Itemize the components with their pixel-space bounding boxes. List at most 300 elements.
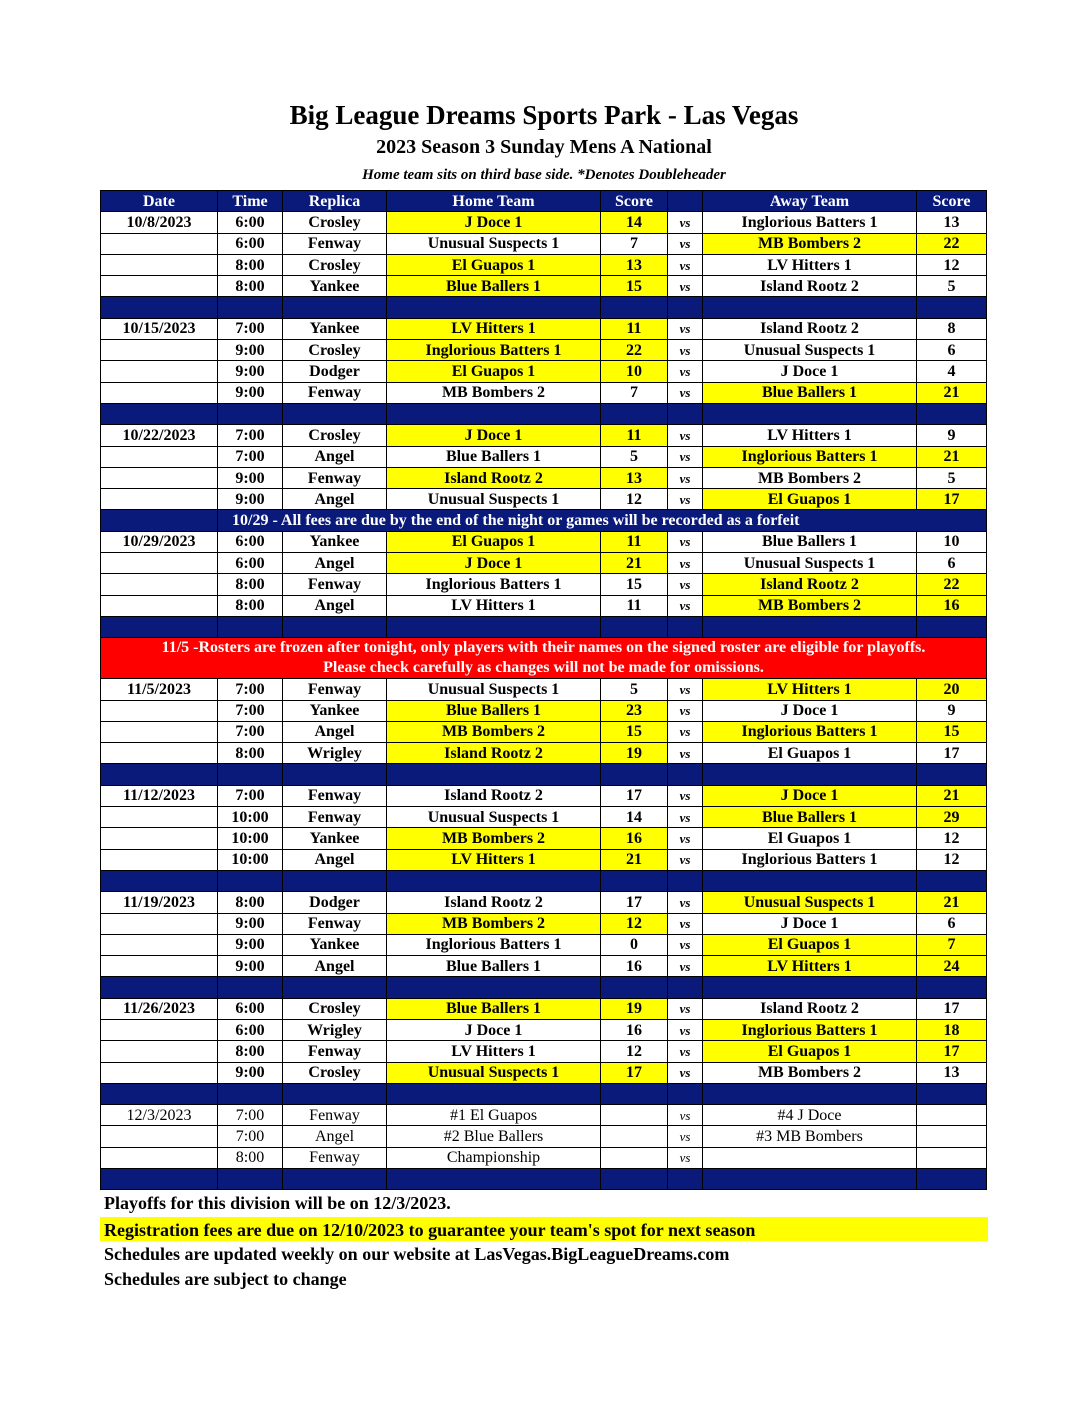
game-field: Angel	[283, 956, 387, 977]
separator-cell	[703, 297, 917, 318]
table-row	[101, 1019, 987, 1040]
game-date	[101, 1126, 218, 1147]
game-time: 6:00	[218, 531, 283, 552]
home-team: Unusual Suspects 1	[387, 1062, 601, 1083]
vs-label: vs	[668, 679, 703, 700]
away-score: 16	[917, 595, 987, 616]
separator-row	[101, 297, 987, 318]
separator-cell	[917, 297, 987, 318]
separator-cell	[101, 764, 218, 785]
game-date	[101, 849, 218, 870]
game-field: Fenway	[283, 807, 387, 828]
game-date: 10/15/2023	[101, 318, 218, 339]
vs-label: vs	[668, 254, 703, 275]
away-team: LV Hitters 1	[703, 425, 917, 446]
home-team: Island Rootz 2	[387, 785, 601, 806]
home-team: Blue Ballers 1	[387, 446, 601, 467]
separator-cell	[283, 870, 387, 891]
home-score: 23	[601, 700, 668, 721]
vs-label: vs	[668, 382, 703, 403]
game-date: 11/26/2023	[101, 998, 218, 1019]
page-subtitle: 2023 Season 3 Sunday Mens A National	[376, 136, 712, 158]
vs-label: vs	[668, 807, 703, 828]
separator-cell	[283, 764, 387, 785]
game-field: Fenway	[283, 233, 387, 254]
game-field: Fenway	[283, 785, 387, 806]
away-team: El Guapos 1	[703, 1041, 917, 1062]
away-team: J Doce 1	[703, 361, 917, 382]
away-team: Unusual Suspects 1	[703, 340, 917, 361]
table-row	[101, 446, 987, 467]
game-time: 8:00	[218, 595, 283, 616]
away-team: #4 J Doce	[703, 1105, 917, 1126]
separator-cell	[601, 977, 668, 998]
vs-label: vs	[668, 276, 703, 297]
away-score: 13	[917, 1062, 987, 1083]
roster-alert-line2: Please check carefully as changes will not be made for omissions.	[323, 659, 764, 677]
separator-cell	[101, 870, 218, 891]
home-team: El Guapos 1	[387, 361, 601, 382]
away-team: MB Bombers 2	[703, 467, 917, 488]
game-field: Dodger	[283, 361, 387, 382]
separator-row	[101, 870, 987, 891]
game-time: 7:00	[218, 1105, 283, 1126]
game-field: Crosley	[283, 1062, 387, 1083]
game-date	[101, 467, 218, 488]
home-team: MB Bombers 2	[387, 382, 601, 403]
game-date	[101, 956, 218, 977]
home-team: Blue Ballers 1	[387, 998, 601, 1019]
game-field: Yankee	[283, 318, 387, 339]
away-score: 21	[917, 785, 987, 806]
vs-label: vs	[668, 1019, 703, 1040]
separator-cell	[703, 1169, 917, 1190]
col-header-vs	[668, 191, 703, 212]
away-team: Island Rootz 2	[703, 574, 917, 595]
away-team: Inglorious Batters 1	[703, 212, 917, 233]
game-field: Angel	[283, 489, 387, 510]
home-score: 5	[601, 446, 668, 467]
home-score: 14	[601, 212, 668, 233]
separator-cell	[387, 764, 601, 785]
separator-cell	[283, 977, 387, 998]
game-date	[101, 361, 218, 382]
game-date	[101, 934, 218, 955]
game-time: 9:00	[218, 467, 283, 488]
away-team: Blue Ballers 1	[703, 382, 917, 403]
table-row	[101, 574, 987, 595]
vs-label: vs	[668, 849, 703, 870]
away-score: 17	[917, 1041, 987, 1062]
game-date	[101, 574, 218, 595]
fee-notice-row	[101, 510, 987, 531]
separator-cell	[218, 977, 283, 998]
separator-row	[101, 403, 987, 424]
vs-label: vs	[668, 1126, 703, 1147]
game-time: 9:00	[218, 1062, 283, 1083]
home-score: 7	[601, 233, 668, 254]
home-team: J Doce 1	[387, 1019, 601, 1040]
table-row	[101, 1041, 987, 1062]
game-time: 7:00	[218, 318, 283, 339]
table-row	[101, 531, 987, 552]
game-field: Crosley	[283, 254, 387, 275]
vs-label: vs	[668, 1041, 703, 1062]
game-time: 6:00	[218, 998, 283, 1019]
game-time: 6:00	[218, 233, 283, 254]
table-row	[101, 934, 987, 955]
vs-label: vs	[668, 1105, 703, 1126]
vs-label: vs	[668, 700, 703, 721]
home-score: 16	[601, 956, 668, 977]
separator-cell	[668, 297, 703, 318]
separator-cell	[601, 297, 668, 318]
away-score: 22	[917, 233, 987, 254]
game-date	[101, 828, 218, 849]
table-row	[101, 595, 987, 616]
game-time: 8:00	[218, 574, 283, 595]
table-row	[101, 425, 987, 446]
separator-cell	[668, 1169, 703, 1190]
game-time: 10:00	[218, 828, 283, 849]
home-score: 11	[601, 531, 668, 552]
game-time: 8:00	[218, 892, 283, 913]
home-team: LV Hitters 1	[387, 1041, 601, 1062]
game-field: Wrigley	[283, 1019, 387, 1040]
game-date: 10/8/2023	[101, 212, 218, 233]
home-team: Unusual Suspects 1	[387, 807, 601, 828]
game-field: Fenway	[283, 679, 387, 700]
game-date	[101, 553, 218, 574]
home-score: 17	[601, 1062, 668, 1083]
vs-label: vs	[668, 361, 703, 382]
vs-label: vs	[668, 574, 703, 595]
vs-label: vs	[668, 446, 703, 467]
away-team: MB Bombers 2	[703, 595, 917, 616]
home-score: 11	[601, 595, 668, 616]
away-team: LV Hitters 1	[703, 254, 917, 275]
table-row	[101, 913, 987, 934]
vs-label: vs	[668, 934, 703, 955]
separator-cell	[218, 297, 283, 318]
game-field: Yankee	[283, 531, 387, 552]
away-score: 9	[917, 425, 987, 446]
home-score: 17	[601, 785, 668, 806]
separator-cell	[283, 1169, 387, 1190]
away-score: 17	[917, 998, 987, 1019]
away-team: Blue Ballers 1	[703, 807, 917, 828]
home-team: Blue Ballers 1	[387, 956, 601, 977]
separator-cell	[917, 616, 987, 637]
home-team: LV Hitters 1	[387, 849, 601, 870]
table-row	[101, 700, 987, 721]
separator-cell	[601, 616, 668, 637]
home-score: 15	[601, 721, 668, 742]
game-field: Fenway	[283, 913, 387, 934]
home-team: J Doce 1	[387, 212, 601, 233]
separator-cell	[703, 403, 917, 424]
separator-cell	[218, 1083, 283, 1104]
separator-cell	[668, 764, 703, 785]
game-time: 7:00	[218, 446, 283, 467]
separator-cell	[387, 297, 601, 318]
away-score: 22	[917, 574, 987, 595]
vs-label: vs	[668, 828, 703, 849]
game-date	[101, 233, 218, 254]
away-team: Unusual Suspects 1	[703, 553, 917, 574]
vs-label: vs	[668, 318, 703, 339]
game-time: 7:00	[218, 785, 283, 806]
game-date	[101, 1019, 218, 1040]
away-team: J Doce 1	[703, 913, 917, 934]
separator-cell	[283, 297, 387, 318]
separator-cell	[703, 1083, 917, 1104]
col-header-home-score: Score	[601, 191, 668, 212]
home-score: 12	[601, 913, 668, 934]
away-team: El Guapos 1	[703, 934, 917, 955]
separator-cell	[218, 764, 283, 785]
vs-label: vs	[668, 1062, 703, 1083]
home-score	[601, 1105, 668, 1126]
home-team: MB Bombers 2	[387, 913, 601, 934]
game-time: 9:00	[218, 489, 283, 510]
away-team: El Guapos 1	[703, 828, 917, 849]
away-score: 12	[917, 254, 987, 275]
game-time: 9:00	[218, 934, 283, 955]
separator-cell	[668, 1083, 703, 1104]
home-score: 12	[601, 1041, 668, 1062]
vs-label: vs	[668, 425, 703, 446]
separator-cell	[668, 870, 703, 891]
away-team: LV Hitters 1	[703, 679, 917, 700]
game-time: 7:00	[218, 679, 283, 700]
home-team: Blue Ballers 1	[387, 276, 601, 297]
game-time: 9:00	[218, 382, 283, 403]
separator-cell	[101, 297, 218, 318]
game-date	[101, 743, 218, 764]
table-row	[101, 276, 987, 297]
away-team: Blue Ballers 1	[703, 531, 917, 552]
separator-cell	[387, 977, 601, 998]
away-score: 29	[917, 807, 987, 828]
vs-label: vs	[668, 340, 703, 361]
home-team: Inglorious Batters 1	[387, 574, 601, 595]
game-time: 9:00	[218, 956, 283, 977]
away-score: 13	[917, 212, 987, 233]
home-team: El Guapos 1	[387, 531, 601, 552]
separator-cell	[703, 616, 917, 637]
away-team: El Guapos 1	[703, 743, 917, 764]
game-field: Angel	[283, 446, 387, 467]
table-row	[101, 1105, 987, 1126]
away-score: 7	[917, 934, 987, 955]
schedule-table	[100, 190, 987, 1190]
home-team: Blue Ballers 1	[387, 700, 601, 721]
game-date	[101, 254, 218, 275]
away-score: 24	[917, 956, 987, 977]
separator-cell	[668, 977, 703, 998]
table-row	[101, 233, 987, 254]
game-field: Yankee	[283, 276, 387, 297]
roster-alert-row	[101, 638, 987, 679]
game-date	[101, 595, 218, 616]
away-team: Inglorious Batters 1	[703, 446, 917, 467]
vs-label: vs	[668, 233, 703, 254]
game-time: 8:00	[218, 276, 283, 297]
away-team	[703, 1147, 917, 1168]
change-note: Schedules are subject to change	[104, 1269, 347, 1289]
game-date: 11/12/2023	[101, 785, 218, 806]
home-team: LV Hitters 1	[387, 595, 601, 616]
col-header-date: Date	[101, 191, 218, 212]
game-time: 9:00	[218, 340, 283, 361]
separator-cell	[218, 870, 283, 891]
table-row	[101, 785, 987, 806]
home-team: LV Hitters 1	[387, 318, 601, 339]
game-time: 9:00	[218, 913, 283, 934]
home-team: Inglorious Batters 1	[387, 340, 601, 361]
vs-label: vs	[668, 467, 703, 488]
home-team: Unusual Suspects 1	[387, 679, 601, 700]
game-field: Fenway	[283, 467, 387, 488]
schedule-note: Home team sits on third base side. *Denotes Doubleheader	[362, 167, 726, 183]
game-field: Crosley	[283, 212, 387, 233]
home-team: Island Rootz 2	[387, 467, 601, 488]
roster-alert-cell	[101, 638, 987, 679]
roster-alert-line1: 11/5 -Rosters are frozen after tonight, only players with their names on the signed roster are eligible for playoffs.	[161, 639, 926, 657]
away-team: #3 MB Bombers	[703, 1126, 917, 1147]
game-time: 6:00	[218, 212, 283, 233]
home-team: J Doce 1	[387, 553, 601, 574]
game-field: Crosley	[283, 998, 387, 1019]
playoffs-note: Playoffs for this division will be on 12/3/2023.	[104, 1193, 451, 1213]
separator-cell	[101, 1083, 218, 1104]
table-row	[101, 212, 987, 233]
home-score: 11	[601, 318, 668, 339]
separator-cell	[601, 1169, 668, 1190]
home-score: 13	[601, 254, 668, 275]
table-row	[101, 467, 987, 488]
away-score: 8	[917, 318, 987, 339]
away-score: 20	[917, 679, 987, 700]
table-row	[101, 679, 987, 700]
home-team: Unusual Suspects 1	[387, 489, 601, 510]
away-team: Inglorious Batters 1	[703, 849, 917, 870]
game-date	[101, 721, 218, 742]
page-title: Big League Dreams Sports Park - Las Vegas	[289, 100, 799, 130]
separator-cell	[668, 403, 703, 424]
separator-cell	[601, 870, 668, 891]
vs-label: vs	[668, 531, 703, 552]
game-time: 10:00	[218, 807, 283, 828]
game-date	[101, 1041, 218, 1062]
game-time: 8:00	[218, 1041, 283, 1062]
game-date	[101, 913, 218, 934]
vs-label: vs	[668, 998, 703, 1019]
home-score: 12	[601, 489, 668, 510]
separator-cell	[387, 1083, 601, 1104]
table-row	[101, 1147, 987, 1168]
home-score: 16	[601, 1019, 668, 1040]
game-date	[101, 807, 218, 828]
away-score: 10	[917, 531, 987, 552]
registration-note: Registration fees are due on 12/10/2023 to guarantee your team's spot for next season	[100, 1217, 988, 1241]
home-score: 21	[601, 849, 668, 870]
away-score: 5	[917, 467, 987, 488]
separator-cell	[917, 1169, 987, 1190]
game-field: Dodger	[283, 892, 387, 913]
home-score: 5	[601, 679, 668, 700]
table-header-row	[101, 191, 987, 212]
away-score: 21	[917, 892, 987, 913]
away-score: 6	[917, 553, 987, 574]
away-score: 15	[917, 721, 987, 742]
home-team: #2 Blue Ballers	[387, 1126, 601, 1147]
separator-cell	[218, 1169, 283, 1190]
separator-cell	[917, 1083, 987, 1104]
separator-cell	[703, 977, 917, 998]
home-team: Island Rootz 2	[387, 892, 601, 913]
home-score: 15	[601, 276, 668, 297]
game-time: 9:00	[218, 361, 283, 382]
game-date	[101, 340, 218, 361]
separator-cell	[917, 764, 987, 785]
away-score: 17	[917, 743, 987, 764]
game-time: 7:00	[218, 425, 283, 446]
separator-row	[101, 764, 987, 785]
table-row	[101, 361, 987, 382]
separator-cell	[387, 616, 601, 637]
game-field: Angel	[283, 849, 387, 870]
home-score: 10	[601, 361, 668, 382]
separator-cell	[917, 977, 987, 998]
home-team: MB Bombers 2	[387, 828, 601, 849]
away-score	[917, 1105, 987, 1126]
home-score: 13	[601, 467, 668, 488]
away-team: Island Rootz 2	[703, 998, 917, 1019]
table-row	[101, 340, 987, 361]
vs-label: vs	[668, 743, 703, 764]
fee-notice-text: 10/29 - All fees are due by the end of the night or games will be recorded as a forfeit	[218, 510, 987, 531]
table-row	[101, 743, 987, 764]
away-team: Unusual Suspects 1	[703, 892, 917, 913]
col-header-time: Time	[218, 191, 283, 212]
away-score	[917, 1147, 987, 1168]
separator-cell	[101, 1169, 218, 1190]
game-time: 7:00	[218, 721, 283, 742]
col-header-replica: Replica	[283, 191, 387, 212]
home-team: MB Bombers 2	[387, 721, 601, 742]
table-row	[101, 489, 987, 510]
away-team: Inglorious Batters 1	[703, 721, 917, 742]
vs-label: vs	[668, 785, 703, 806]
separator-row	[101, 616, 987, 637]
home-team: El Guapos 1	[387, 254, 601, 275]
game-field: Angel	[283, 553, 387, 574]
separator-cell	[218, 616, 283, 637]
away-score: 9	[917, 700, 987, 721]
vs-label: vs	[668, 721, 703, 742]
separator-cell	[387, 1169, 601, 1190]
table-row	[101, 1062, 987, 1083]
game-field: Fenway	[283, 574, 387, 595]
away-team: MB Bombers 2	[703, 1062, 917, 1083]
home-score: 16	[601, 828, 668, 849]
col-header-away-team: Away Team	[703, 191, 917, 212]
game-field: Fenway	[283, 1105, 387, 1126]
separator-cell	[917, 403, 987, 424]
separator-cell	[668, 616, 703, 637]
